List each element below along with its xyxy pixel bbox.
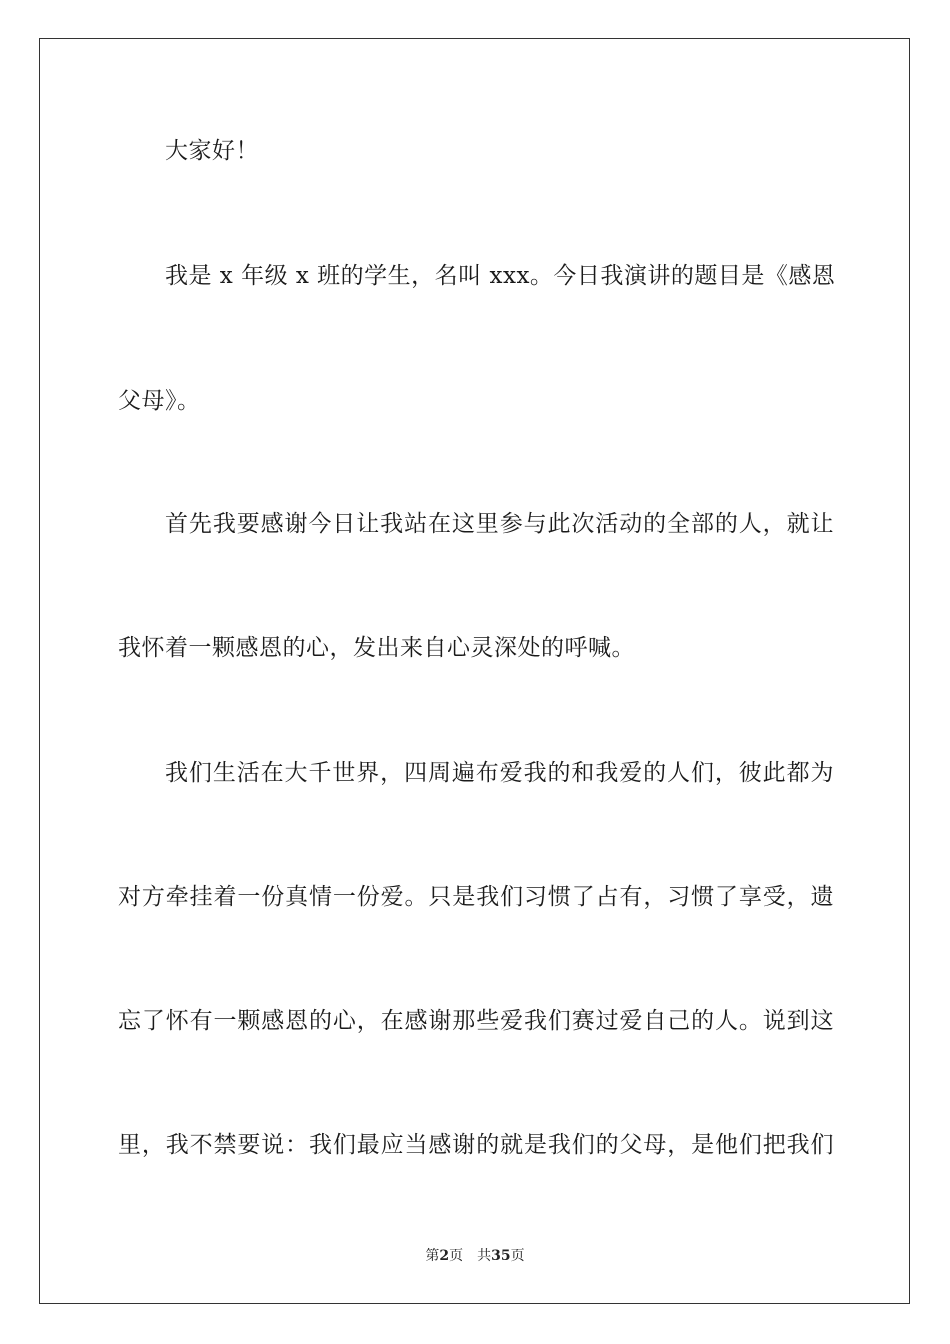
paragraph-2-line-1: 首先我要感谢今日让我站在这里参与此次活动的全部的人，就让 [165,511,834,537]
total-prefix: 共 [477,1248,492,1264]
paragraph-2-line-2: 我怀着一颗感恩的心，发出来自心灵深处的呼喊。 [118,635,635,661]
paragraph-1-line-1: 我是 x 年级 x 班的学生，名叫 xxx。今日我演讲的题目是《感恩 [165,263,836,289]
paragraph-3-line-3: 忘了怀有一颗感恩的心，在感谢那些爱我们赛过爱自己的人。说到这 [118,1008,834,1034]
greeting-line: 大家好！ [165,138,259,164]
page-suffix: 页 [449,1248,464,1264]
page-footer [0,1246,950,1266]
page-total-number: 35 [491,1248,511,1264]
paragraph-3-line-4: 里，我不禁要说：我们最应当感谢的就是我们的父母，是他们把我们 [118,1132,834,1158]
paragraph-1-line-2: 父母》。 [118,388,201,414]
paragraph-3-line-2: 对方牵挂着一份真情一份爱。只是我们习惯了占有，习惯了享受，遗 [118,884,834,910]
total-suffix: 页 [510,1248,525,1264]
paragraph-3-line-1: 我们生活在大千世界，四周遍布爱我的和我爱的人们，彼此都为 [165,760,834,786]
page-current-number: 2 [439,1248,450,1264]
page-border [39,38,910,1304]
page-prefix: 第 [425,1248,440,1264]
